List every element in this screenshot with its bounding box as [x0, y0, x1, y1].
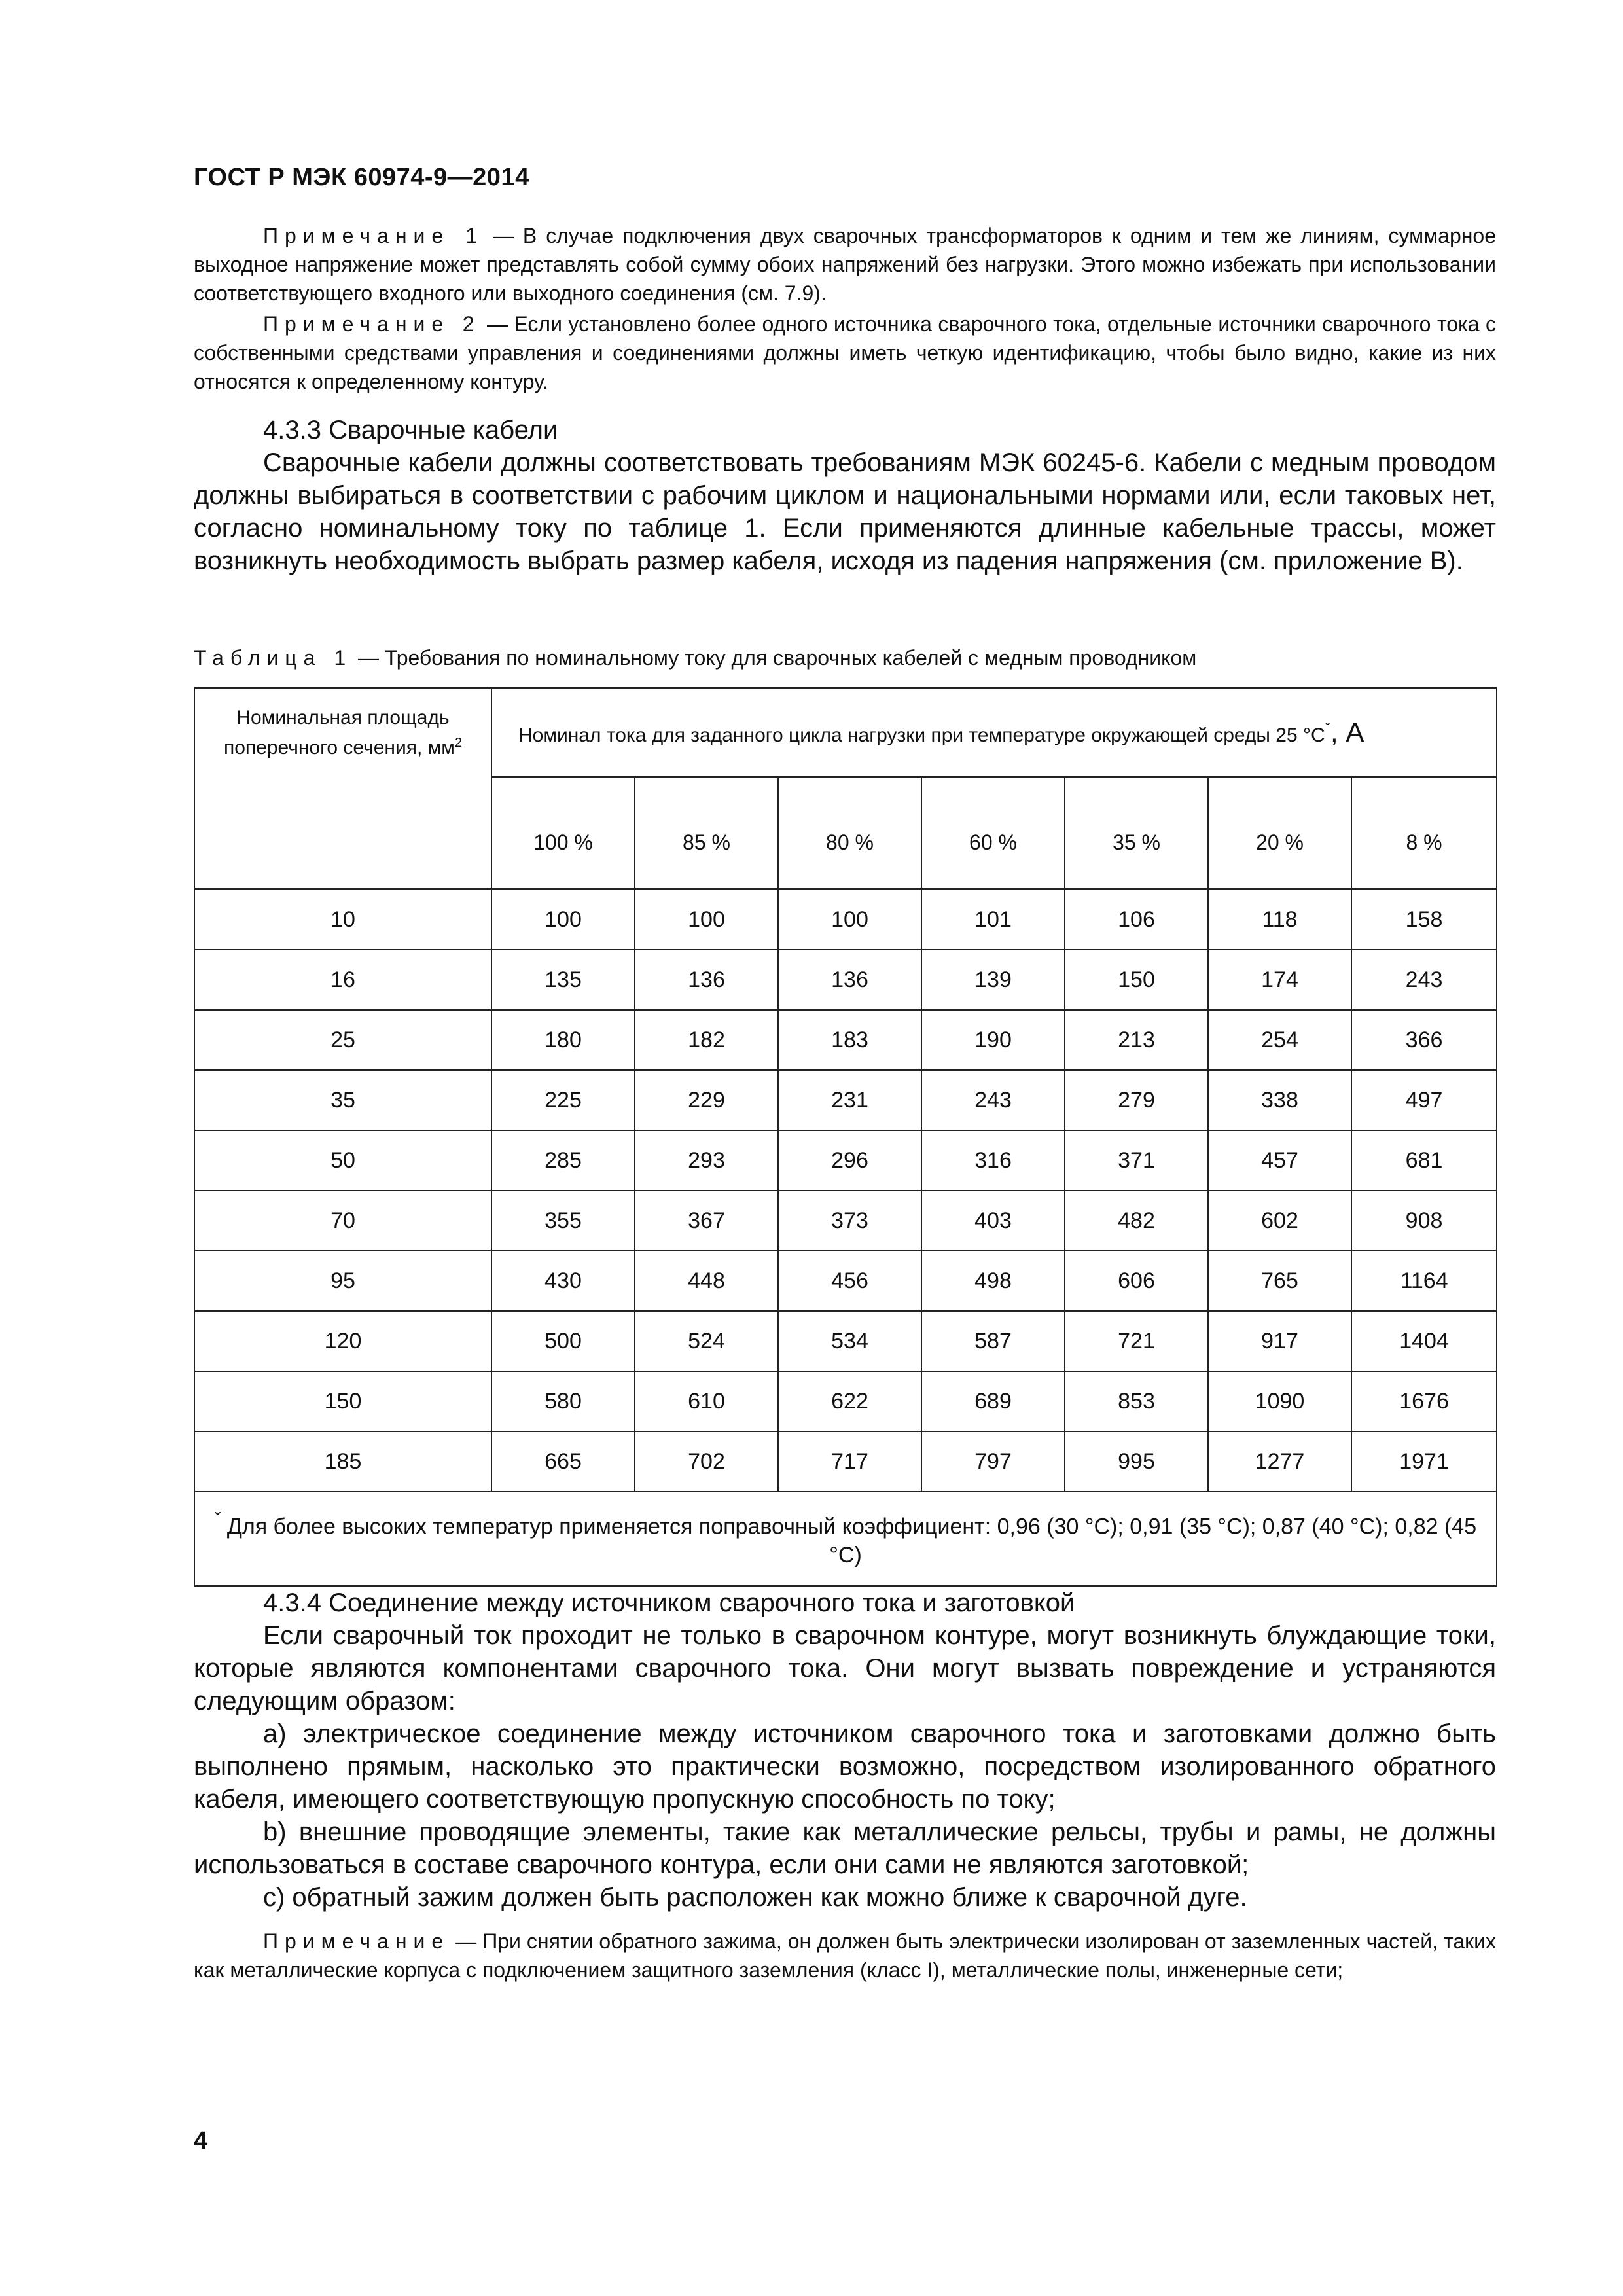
column-group-header-unit: , А	[1330, 717, 1364, 747]
percent-header: 35 %	[1065, 777, 1208, 888]
column-header-area-sup: 2	[454, 736, 463, 750]
table-row	[194, 1251, 1497, 1311]
note-return-clamp-text: — При снятии обратного зажима, он должен быть электрически изолирован от заземленных частей, таких как металлические корпуса с подключением защитного заземления (класс I), металлические полы, инженерные сети;	[194, 1929, 1496, 1982]
current-value-cell: 150	[1065, 950, 1208, 1010]
current-value-cell: 243	[1351, 950, 1497, 1010]
current-value-cell: 373	[778, 1191, 921, 1251]
table-caption-text: — Требования по номинальному току для сварочных кабелей с медным проводником	[352, 646, 1197, 670]
current-value-cell: 403	[921, 1191, 1065, 1251]
current-value-cell: 100	[778, 889, 921, 950]
current-value-cell: 681	[1351, 1130, 1497, 1191]
current-value-cell: 524	[635, 1311, 778, 1371]
current-value-cell: 279	[1065, 1070, 1208, 1130]
current-value-cell: 1090	[1208, 1371, 1351, 1431]
percent-header: 8 %	[1351, 777, 1497, 888]
list-item-b: b) внешние проводящие элементы, такие как металлические рельсы, трубы и рамы, не должны использоваться в составе сварочного контура, если они сами не являются заготовкой;	[194, 1818, 1496, 1879]
current-value-cell: 721	[1065, 1311, 1208, 1371]
current-value-cell: 797	[921, 1431, 1065, 1492]
current-value-cell: 534	[778, 1311, 921, 1371]
current-value-cell: 231	[778, 1070, 921, 1130]
table-row	[194, 1431, 1497, 1492]
cross-section-cell: 16	[194, 950, 491, 1010]
note-2-label: Примечание 2	[263, 312, 481, 336]
cross-section-cell: 95	[194, 1251, 491, 1311]
current-value-cell: 225	[491, 1070, 635, 1130]
current-value-cell: 136	[778, 950, 921, 1010]
current-value-cell: 366	[1351, 1010, 1497, 1070]
table-row	[194, 889, 1497, 950]
current-value-cell: 135	[491, 950, 635, 1010]
current-value-cell: 190	[921, 1010, 1065, 1070]
current-value-cell: 136	[635, 950, 778, 1010]
current-value-cell: 180	[491, 1010, 635, 1070]
current-rating-table	[194, 687, 1497, 1587]
table-row	[194, 1010, 1497, 1070]
current-value-cell: 606	[1065, 1251, 1208, 1311]
table-row	[194, 1311, 1497, 1371]
current-value-cell: 602	[1208, 1191, 1351, 1251]
table-caption-label: Таблица 1	[194, 646, 353, 670]
note-2	[194, 310, 1496, 396]
current-value-cell: 367	[635, 1191, 778, 1251]
current-value-cell: 908	[1351, 1191, 1497, 1251]
current-value-cell: 456	[778, 1251, 921, 1311]
section-4-3-4-paragraph: Если сварочный ток проходит не только в сварочном контуре, могут возникнуть блуждающие токи, которые являются компонентами сварочного тока. Они могут вызвать повреждение и устраняются следующим образом:	[194, 1621, 1496, 1715]
current-value-cell: 482	[1065, 1191, 1208, 1251]
current-value-cell: 213	[1065, 1010, 1208, 1070]
column-group-header-mark: ˇ	[1325, 720, 1330, 738]
current-value-cell: 106	[1065, 889, 1208, 950]
current-value-cell: 139	[921, 950, 1065, 1010]
current-value-cell: 316	[921, 1130, 1065, 1191]
cross-section-cell: 70	[194, 1191, 491, 1251]
current-value-cell: 580	[491, 1371, 635, 1431]
current-value-cell: 293	[635, 1130, 778, 1191]
note-2-text: — Если установлено более одного источника сварочного тока, отдельные источники сварочного тока с собственными средствами управления и соединениями должны иметь четкую идентификацию, чтобы было видно, какие из них относятся к определенному контуру.	[194, 312, 1496, 393]
current-value-cell: 338	[1208, 1070, 1351, 1130]
current-value-cell: 229	[635, 1070, 778, 1130]
current-value-cell: 622	[778, 1371, 921, 1431]
list-item-a: a) электрическое соединение между источником сварочного тока и заготовками должно быть выполнено прямым, насколько это практически возможно, посредством изолированного обратного кабеля, имеющего соответствующую пропускную способность по току;	[194, 1719, 1496, 1814]
current-value-cell: 101	[921, 889, 1065, 950]
current-value-cell: 917	[1208, 1311, 1351, 1371]
cross-section-cell: 35	[194, 1070, 491, 1130]
current-value-cell: 243	[921, 1070, 1065, 1130]
percent-header: 80 %	[778, 777, 921, 888]
current-value-cell: 689	[921, 1371, 1065, 1431]
table-footnote-row	[194, 1492, 1497, 1586]
note-1	[194, 221, 1496, 308]
current-value-cell: 1164	[1351, 1251, 1497, 1311]
current-value-cell: 355	[491, 1191, 635, 1251]
table-footnote-mark: ˇ	[214, 1509, 221, 1530]
document-header: ГОСТ Р МЭК 60974-9—2014	[194, 164, 529, 191]
table-row	[194, 1371, 1497, 1431]
percent-header: 100 %	[491, 777, 635, 888]
table-row	[194, 1070, 1497, 1130]
current-value-cell: 1971	[1351, 1431, 1497, 1492]
column-header-area	[194, 688, 491, 888]
current-value-cell: 100	[491, 889, 635, 950]
current-value-cell: 118	[1208, 889, 1351, 950]
note-1-label: Примечание 1	[263, 224, 484, 247]
table-footnote-text: Для более высоких температур применяется поправочный коэффициент: 0,96 (30 °C); 0,91 (35 °C); 0,87 (40 °C); 0,82 (45 °C)	[221, 1514, 1477, 1568]
cross-section-cell: 50	[194, 1130, 491, 1191]
section-4-3-3-paragraph: Сварочные кабели должны соответствовать требованиям МЭК 60245-6. Кабели с медным проводом должны выбираться в соответствии с рабочим циклом и национальными нормами или, если таковых нет, согласно номинальному току по таблице 1. Если применяются длинные кабельные трассы, может возникнуть необходимость выбрать размер кабеля, исходя из падения напряжения (см. приложение В).	[194, 448, 1496, 575]
current-value-cell: 1676	[1351, 1371, 1497, 1431]
current-value-cell: 430	[491, 1251, 635, 1311]
current-value-cell: 587	[921, 1311, 1065, 1371]
current-value-cell: 285	[491, 1130, 635, 1191]
note-return-clamp	[194, 1927, 1496, 1984]
cross-section-cell: 150	[194, 1371, 491, 1431]
table-row	[194, 1191, 1497, 1251]
current-value-cell: 717	[778, 1431, 921, 1492]
section-4-3-3-title: 4.3.3 Сварочные кабели	[263, 416, 558, 444]
current-value-cell: 371	[1065, 1130, 1208, 1191]
note-return-clamp-label: Примечание	[263, 1929, 450, 1953]
table-footnote	[194, 1492, 1497, 1586]
percent-header: 20 %	[1208, 777, 1351, 888]
cross-section-cell: 120	[194, 1311, 491, 1371]
table-body	[194, 888, 1497, 1492]
current-value-cell: 296	[778, 1130, 921, 1191]
current-value-cell: 498	[921, 1251, 1065, 1311]
current-value-cell: 702	[635, 1431, 778, 1492]
current-value-cell: 665	[491, 1431, 635, 1492]
current-value-cell: 610	[635, 1371, 778, 1431]
page-number: 4	[194, 2127, 208, 2155]
percent-header: 60 %	[921, 777, 1065, 888]
current-value-cell: 765	[1208, 1251, 1351, 1311]
current-value-cell: 1404	[1351, 1311, 1497, 1371]
column-group-header-text: Номинал тока для заданного цикла нагрузки при температуре окружающей среды 25 °C	[518, 725, 1325, 746]
cross-section-cell: 25	[194, 1010, 491, 1070]
cross-section-cell: 10	[194, 889, 491, 950]
current-value-cell: 853	[1065, 1371, 1208, 1431]
cross-section-cell: 185	[194, 1431, 491, 1492]
current-value-cell: 995	[1065, 1431, 1208, 1492]
current-value-cell: 457	[1208, 1130, 1351, 1191]
current-value-cell: 100	[635, 889, 778, 950]
current-value-cell: 174	[1208, 950, 1351, 1010]
current-value-cell: 183	[778, 1010, 921, 1070]
current-value-cell: 158	[1351, 889, 1497, 950]
section-4-3-4-title: 4.3.4 Соединение между источником сварочного тока и заготовкой	[263, 1588, 1075, 1617]
table-row	[194, 1130, 1497, 1191]
current-value-cell: 254	[1208, 1010, 1351, 1070]
current-value-cell: 448	[635, 1251, 778, 1311]
column-header-area-text: Номинальная площадь поперечного сечения, мм	[223, 707, 455, 759]
current-value-cell: 182	[635, 1010, 778, 1070]
table-caption	[194, 643, 1196, 672]
current-value-cell: 500	[491, 1311, 635, 1371]
list-item-c: c) обратный зажим должен быть расположен как можно ближе к сварочной дуге.	[263, 1883, 1247, 1912]
table-row	[194, 950, 1497, 1010]
current-value-cell: 1277	[1208, 1431, 1351, 1492]
column-group-header	[491, 688, 1497, 777]
percent-header: 85 %	[635, 777, 778, 888]
note-1-text: — В случае подключения двух сварочных трансформаторов к одним и тем же линиям, суммарное выходное напряжение может представлять собой сумму обоих напряжений без нагрузки. Этого можно избежать при использовании соответствующего входного или выходного соединения (см. 7.9).	[194, 224, 1497, 305]
current-value-cell: 497	[1351, 1070, 1497, 1130]
